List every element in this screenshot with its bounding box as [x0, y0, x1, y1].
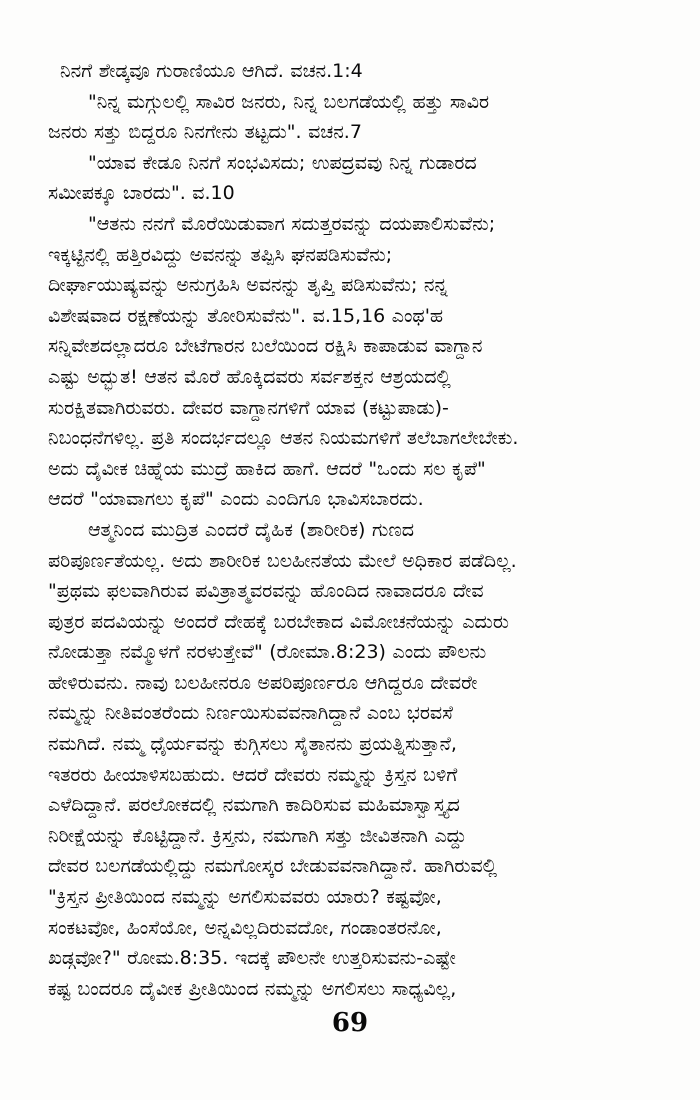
text-line: "ನಿನ್ನ ಮಗ್ಗುಲಲ್ಲಿ ಸಾವಿರ ಜನರು, ನಿನ್ನ ಬಲಗಡೆಯಲ್ಲಿ ಹತ್ತು ಸಾವಿರ	[88, 90, 490, 113]
text-line: ನಮಗಿದೆ. ನಮ್ಮ ಧೈರ್ಯವನ್ನು ಕುಗ್ಗಿಸಲು ಸೈತಾನನು ಪ್ರಯತ್ನಿಸುತ್ತಾನೆ,	[48, 733, 457, 756]
text-line: ಇಕ್ಕಟ್ಟಿನಲ್ಲಿ ಹತ್ತಿರವಿದ್ದು ಅವನನ್ನು ತಪ್ಪಿಸಿ ಘನಪಡಿಸುವೆನು;	[48, 243, 393, 266]
text-line: ಆತ್ಮನಿಂದ ಮುದ್ರಿತ ಎಂದರೆ ದೈಹಿಕ (ಶಾರೀರಿಕ) ಗುಣದ	[88, 518, 415, 541]
page-number: 69	[331, 1008, 369, 1038]
text-line: ಖಡ್ಗವೋ?" ರೋಮ.8:35. ಇದಕ್ಕೆ ಪೌಲನೇ ಉತ್ತರಿಸುವನು-ಎಷ್ಟೇ	[48, 947, 456, 970]
text-line: ಕಷ್ಟ ಬಂದರೂ ದೈವೀಕ ಪ್ರೀತಿಯಿಂದ ನಮ್ಮನ್ನು ಅಗಲಿಸಲು ಸಾಧ್ಯವಿಲ್ಲ,	[48, 977, 457, 1000]
text-line: ದೇವರ ಬಲಗಡೆಯಲ್ಲಿದ್ದು ನಮಗೋಸ್ಕರ ಬೇಡುವವನಾಗಿದ್ದಾನೆ. ಹಾಗಿರುವಲ್ಲಿ	[48, 855, 498, 878]
text-line: ಸಂಕಟವೋ, ಹಿಂಸೆಯೋ, ಅನ್ನವಿಲ್ಲದಿರುವದೋ, ಗಂಡಾಂತರನೋ,	[48, 916, 442, 939]
text-line: ಹೇಳಿರುವನು. ನಾವು ಬಲಹೀನರೂ ಅಪರಿಪೂರ್ಣರೂ ಆಗಿದ್ದರೂ ದೇವರೇ	[48, 671, 478, 694]
text-line: "ಪ್ರಥಮ ಫಲವಾಗಿರುವ ಪವಿತ್ರಾತ್ಮವರವನ್ನು ಹೊಂದಿದ ನಾವಾದರೂ ದೇವ	[48, 580, 484, 603]
text-line: ಸುರಕ್ಷಿತವಾಗಿರುವರು. ದೇವರ ವಾಗ್ದಾನಗಳಿಗೆ ಯಾವ (ಕಟ್ಟುಪಾಡು)-	[48, 396, 449, 419]
body-text	[48, 56, 660, 1004]
text-line: ಜನರು ಸತ್ತು ಬಿದ್ದರೂ ನಿನಗೇನು ತಟ್ಟದು". ವಚನ.7	[48, 121, 362, 144]
text-line: ನಮ್ಮನ್ನು ನೀತಿವಂತರೆಂದು ನಿರ್ಣಯಿಸುವವನಾಗಿದ್ದಾನೆ ಎಂಬ ಭರವಸೆ	[48, 702, 453, 725]
text-line: ಸನ್ನಿವೇಶದಲ್ಲಾದರೂ ಬೇಟೆಗಾರನ ಬಲೆಯಿಂದ ರಕ್ಷಿಸಿ ಕಾಪಾಡುವ ವಾಗ್ದಾನ	[48, 335, 483, 358]
text-line: ಅದು ದೈವೀಕ ಚಿಹ್ನೆಯ ಮುದ್ರೆ ಹಾಕಿದ ಹಾಗೆ. ಆದರೆ "ಒಂದು ಸಲ ಕೃಪೆ"	[48, 457, 486, 480]
text-line: "ಆತನು ನನಗೆ ಮೊರೆಯಿಡುವಾಗ ಸದುತ್ತರವನ್ನು ದಯಪಾಲಿಸುವೆನು;	[88, 212, 496, 235]
text-line: "ಕ್ರಿಸ್ತನ ಪ್ರೀತಿಯಿಂದ ನಮ್ಮನ್ನು ಅಗಲಿಸುವವರು ಯಾರು? ಕಷ್ಟವೋ,	[48, 886, 442, 909]
text-line: ಸಮೀಪಕ್ಕೂ ಬಾರದು". ವ.10	[48, 182, 235, 205]
text-line: ಇತರರು ಹೀಯಾಳಿಸಬಹುದು. ಆದರೆ ದೇವರು ನಮ್ಮನ್ನು ಕ್ರಿಸ್ತನ ಬಳಿಗೆ	[48, 763, 458, 786]
text-line: ವಿಶೇಷವಾದ ರಕ್ಷಣೆಯನ್ನು ತೋರಿಸುವೆನು". ವ.15,16 ಎಂಥ'ಹ	[48, 304, 444, 327]
text-line: ನಿಬಂಧನೆಗಳಿಲ್ಲ. ಪ್ರತಿ ಸಂದರ್ಭದಲ್ಲೂ ಆತನ ನಿಯಮಗಳಿಗೆ ತಲೆಬಾಗಲೇಬೇಕು.	[48, 427, 519, 450]
text-line: ದೀರ್ಘಾಯುಷ್ಯವನ್ನು ಅನುಗ್ರಹಿಸಿ ಅವನನ್ನು ತೃಪ್ತಿ ಪಡಿಸುವೆನು; ನನ್ನ	[48, 274, 448, 297]
text-line: ಎಷ್ಟು ಅದ್ಭುತ! ಆತನ ಮೊರೆ ಹೊಕ್ಕಿದವರು ಸರ್ವಶಕ್ತನ ಆಶ್ರಯದಲ್ಲಿ	[48, 365, 451, 388]
text-line: ಪರಿಪೂರ್ಣತೆಯಲ್ಲ. ಅದು ಶಾರೀರಿಕ ಬಲಹೀನತೆಯ ಮೇಲೆ ಅಧಿಕಾರ ಪಡೆದಿಲ್ಲ.	[48, 549, 517, 572]
text-line: ಎಳೆದಿದ್ದಾನೆ. ಪರಲೋಕದಲ್ಲಿ ನಮಗಾಗಿ ಕಾದಿರಿಸುವ ಮಹಿಮಾಸ್ವಾಸ್ತ್ಯದ	[48, 794, 460, 817]
text-line: ನೋಡುತ್ತಾ ನಮ್ಮೊಳಗೆ ನರಳುತ್ತೇವೆ" (ರೋಮಾ.8:23) ಎಂದು ಪೌಲನು	[48, 641, 487, 664]
text-line: ನಿನಗೆ ಶೇಡ್ಕವೂ ಗುರಾಣಿಯೂ ಆಗಿದೆ. ವಚನ.1:4	[60, 60, 363, 82]
text-line: ಪುತ್ರರ ಪದವಿಯನ್ನು ಅಂದರೆ ದೇಹಕ್ಕೆ ಬರಬೇಕಾದ ವಿಮೋಚನೆಯನ್ನು ಎದುರು	[48, 610, 509, 633]
text-line: ಆದರೆ "ಯಾವಾಗಲು ಕೃಪೆ" ಎಂದು ಎಂದಿಗೂ ಭಾವಿಸಬಾರದು.	[48, 488, 424, 511]
text-line: "ಯಾವ ಕೇಡೂ ನಿನಗೆ ಸಂಭವಿಸದು; ಉಪದ್ರವವು ನಿನ್ನ ಗುಡಾರದ	[88, 151, 477, 174]
text-line: ನಿರೀಕ್ಷೆಯನ್ನು ಕೊಟ್ಟಿದ್ದಾನೆ. ಕ್ರಿಸ್ತನು, ನಮಗಾಗಿ ಸತ್ತು ಜೀವಿತನಾಗಿ ಎದ್ದು	[48, 824, 467, 847]
